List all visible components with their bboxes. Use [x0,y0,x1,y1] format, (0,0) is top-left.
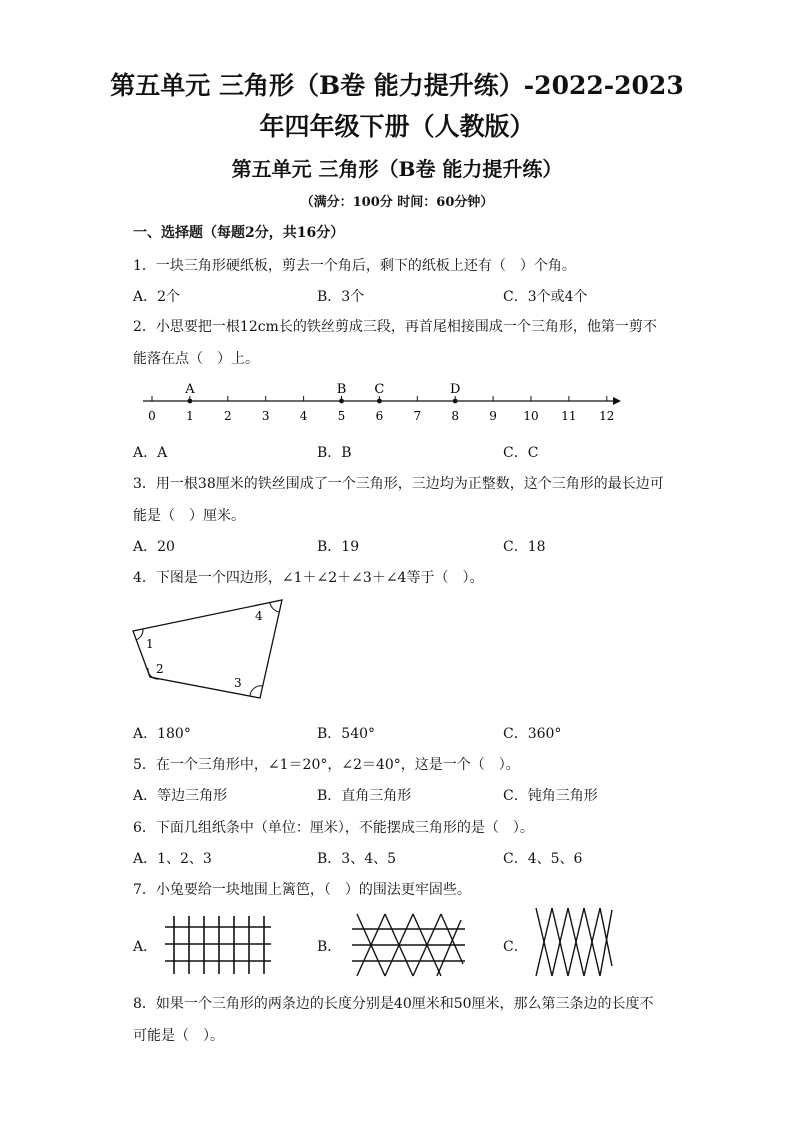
ruler-tick-label: 9 [489,409,497,423]
ruler-tick-label: 6 [375,409,384,423]
section-heading: 一、选择题（每题2分，共16分） [133,225,345,241]
ruler-tick-label: 3 [261,409,270,423]
score-time-info: （满分：100分 时间：60分钟） [300,195,494,210]
q2-option-a: A．A [133,445,168,461]
question-3-line2: 能是（ ）厘米。 [133,508,245,524]
question-6: 6．下面几组纸条中（单位：厘米），不能摆成三角形的是（ ）。 [133,820,534,836]
ruler-tick-label: 11 [561,409,577,423]
q5-option-c: C．钝角三角形 [503,788,598,804]
number-line-ruler [135,376,625,426]
ruler-point-b [339,399,344,404]
section-subtitle: 第五单元 三角形（B卷 能力提升练） [231,157,563,181]
ruler-tick-label: 8 [451,409,460,423]
fence-diagonal-figure [349,912,469,978]
angle-label-3: 3 [234,676,242,690]
quadrilateral-figure [125,593,295,705]
q7-option-b: B． [317,939,342,955]
q6-option-b: B．3、4、5 [317,851,397,867]
ruler-point-c [377,399,382,404]
q6-option-c: C．4、5、6 [503,851,583,867]
q3-option-c: C．18 [503,539,546,555]
question-3-line1: 3．用一根38厘米的铁丝围成了一个三角形，三边均为正整数，这个三角形的最长边可 [133,476,664,492]
question-8-line2: 可能是（ ）。 [133,1028,224,1044]
ruler-point-a [188,399,193,404]
question-4: 4．下图是一个四边形，∠1＋∠2＋∠3＋∠4等于（ ）。 [133,570,484,586]
question-1: 1．一块三角形硬纸板，剪去一个角后，剩下的纸板上还有（ ）个角。 [133,258,576,274]
q2-option-c: C．C [503,445,539,461]
q7-option-c: C． [503,939,528,955]
q7-option-a: A． [133,939,158,955]
fence-zigzag-figure [532,906,616,978]
question-2-line1: 2．小思要把一根12cm长的铁丝剪成三段，再首尾相接围成一个三角形，他第一剪不 [133,319,657,335]
fence-grid-figure [163,914,273,976]
ruler-tick-label: 7 [413,409,422,423]
q1-option-a: A．2个 [133,289,181,305]
angle-label-1: 1 [146,637,154,651]
q3-option-b: B．19 [317,539,360,555]
ruler-point-label-b: B [336,382,347,397]
angle-label-2: 2 [156,662,164,676]
q4-option-c: C．360° [503,726,562,742]
q4-option-a: A．180° [133,726,191,742]
q2-option-b: B．B [317,445,352,461]
ruler-tick-label: 1 [186,409,194,423]
page-title-line1: 第五单元 三角形（B卷 能力提升练）-2022-2023 [110,71,684,100]
q3-option-a: A．20 [133,539,175,555]
ruler-point-label-c: C [374,382,385,397]
ruler-point-label-d: D [449,382,461,397]
question-7: 7．小兔要给一块地围上篱笆，（ ）的围法更牢固些。 [133,882,471,898]
angle-4-arc [270,603,279,612]
angle-label-4: 4 [255,609,263,623]
q1-option-b: B．3个 [317,289,365,305]
ruler-arrow [613,397,621,405]
q6-option-a: A．1、2、3 [133,851,212,867]
q5-option-a: A．等边三角形 [133,788,228,804]
ruler-point-label-a: A [185,382,195,397]
ruler-tick-label: 5 [337,409,346,423]
ruler-tick-label: 4 [299,409,308,423]
q1-option-c: C．3个或4个 [503,289,588,305]
ruler-tick-label: 12 [599,409,615,423]
q4-option-b: B．540° [317,726,376,742]
ruler-tick-label: 10 [523,409,539,423]
question-5: 5．在一个三角形中，∠1＝20°，∠2＝40°，这是一个（ ）。 [133,757,520,773]
question-8-line1: 8．如果一个三角形的两条边的长度分别是40厘米和50厘米，那么第三条边的长度不 [133,996,654,1012]
q5-option-b: B．直角三角形 [317,788,412,804]
ruler-tick-label: 2 [223,409,232,423]
ruler-tick-label: 0 [148,409,156,423]
page-title-line2: 年四年级下册（人教版） [259,112,535,141]
ruler-point-d [453,399,458,404]
question-2-line2: 能落在点（ ）上。 [133,351,259,367]
